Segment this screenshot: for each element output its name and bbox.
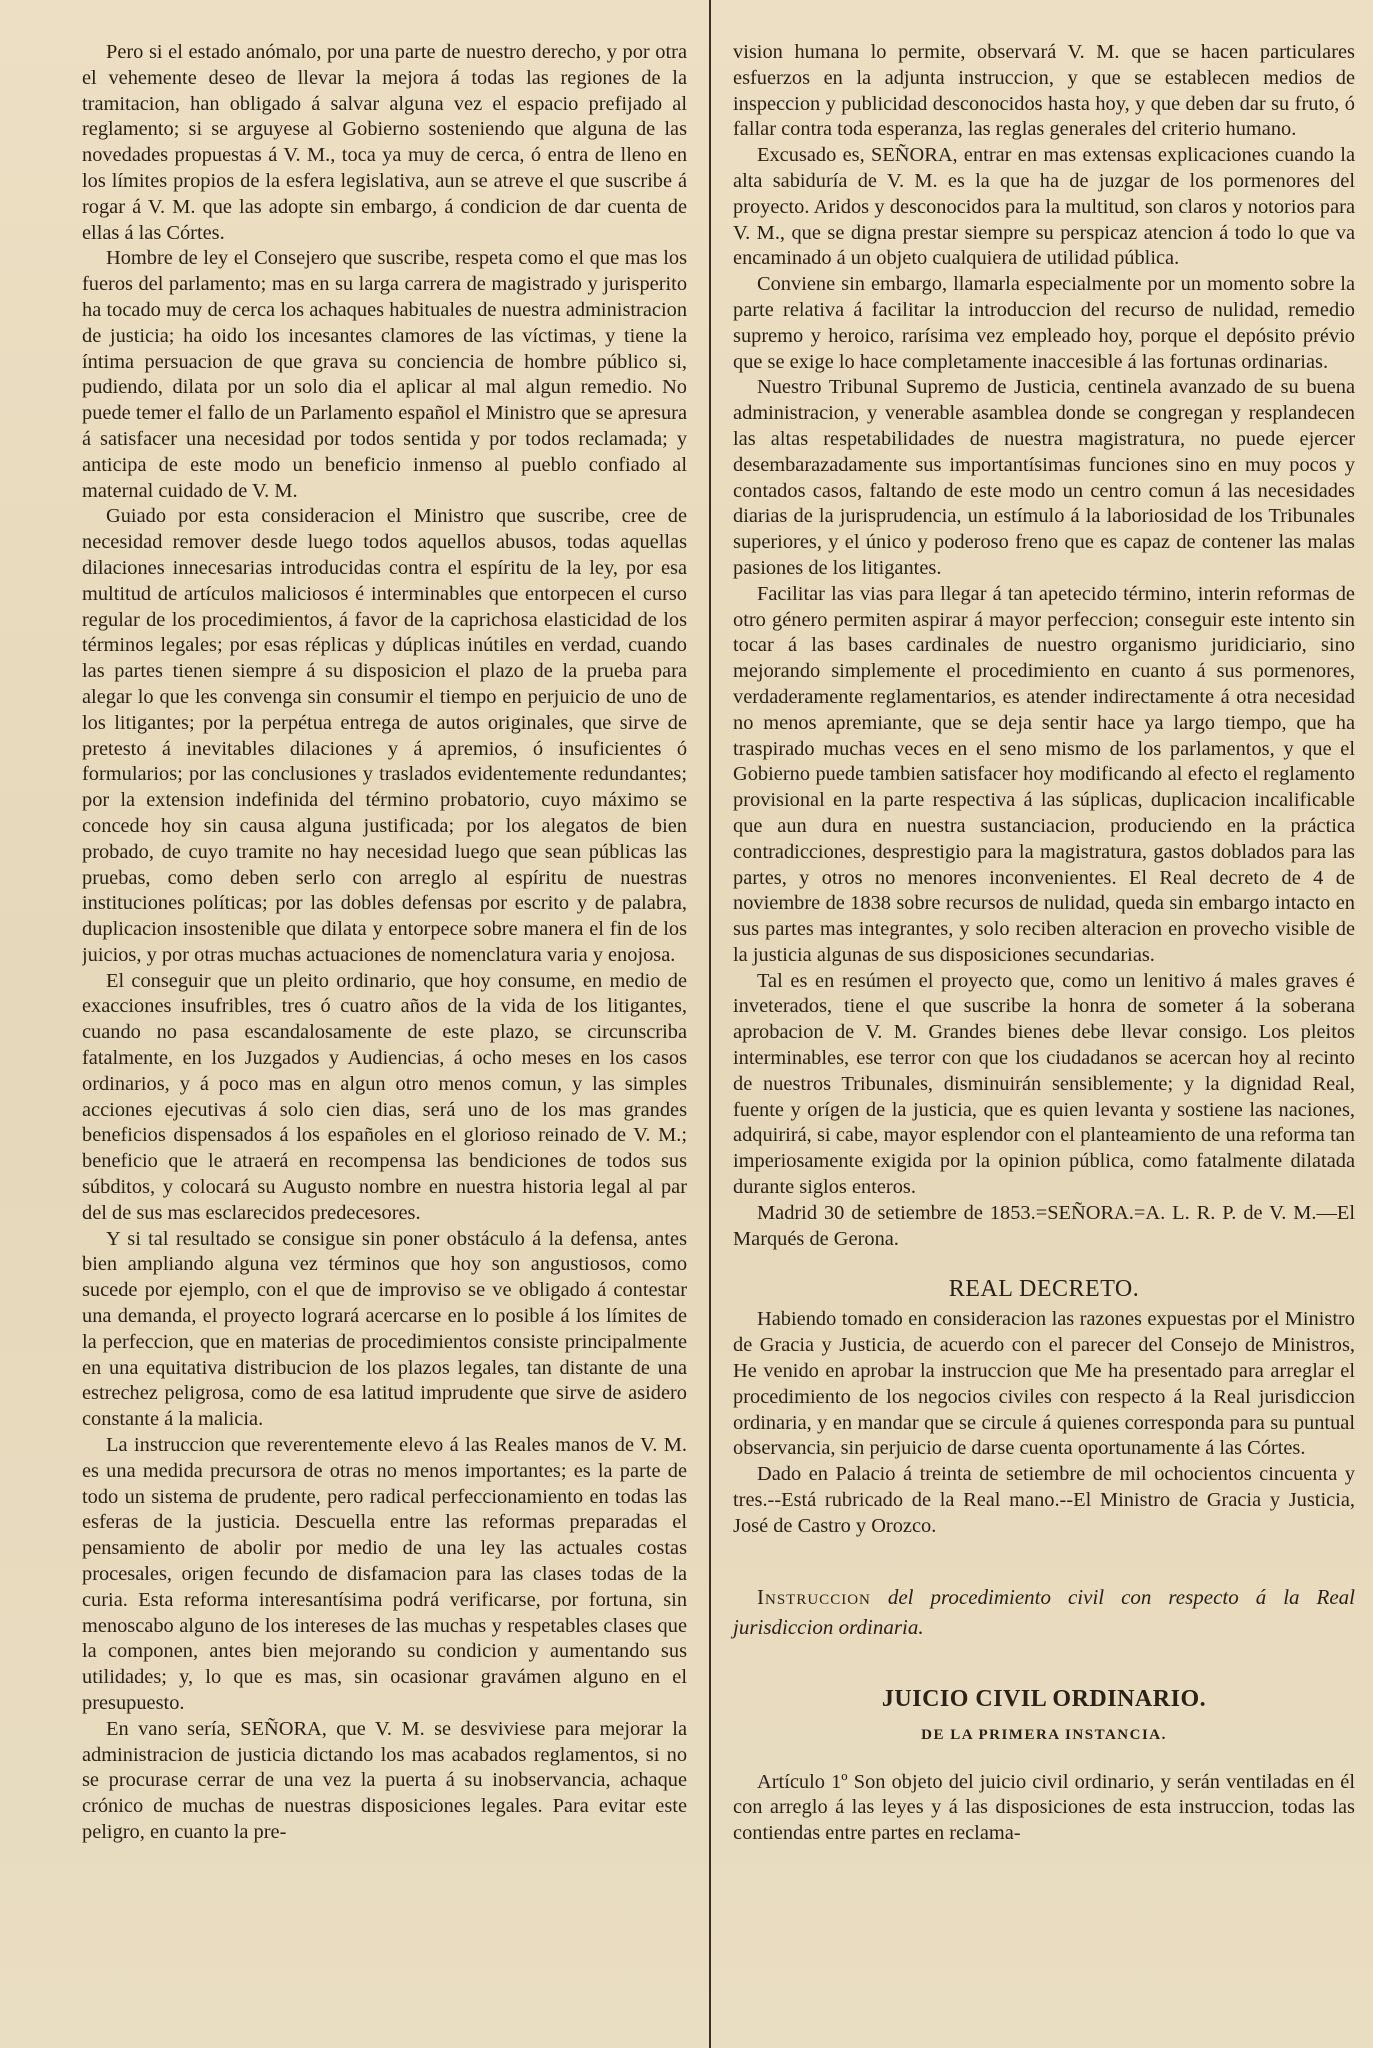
- paragraph-right-1: Excusado es, SEÑORA, entrar en mas extensas explicaciones cuando la alta sabiduría de V. M. es la que ha de juzgar de los pormenores del proyecto. Aridos y desconocidos para la multitud, son claros y notorios para V. M., que se digna prestar siempre su perspicaz atencion á todo lo que va encaminado á un objeto cualquiera de utilidad pública.: [733, 144, 1355, 270]
- juicio-heading: JUICIO CIVIL ORDINARIO.: [881, 1685, 1207, 1712]
- real-decreto-heading: REAL DECRETO.: [948, 1276, 1140, 1303]
- paragraph-right-2: Conviene sin embargo, llamarla especialmente por un momento sobre la parte relativa á facilitar la introduccion del recurso de nulidad, remedio supremo y heroico, rarísima vez empleado hoy, porque el depósito prévio que se exige lo hace completamente inaccesible á las fortunas ordinarias.: [733, 273, 1355, 373]
- signature-line: Madrid 30 de setiembre de 1853.=SEÑORA.=A. L. R. P. de V. M.—El Marqués de Gerona.: [733, 1201, 1355, 1250]
- paragraph-left-7: En vano sería, SEÑORA, que V. M. se desviviese para mejorar la administracion de justicia dictando los mas acabados reglamentos, si no se procurase cerrar de una vez la puerta á su inobservancia, achaque crónico de muchas de nuestras disposiciones legales. Para evitar este peligro, en cuanto la pre-: [82, 1717, 688, 1843]
- decreto-paragraph-1: Habiendo tomado en consideracion las razones expuestas por el Ministro de Gracia y Justicia, de acuerdo con el parecer del Consejo de Ministros, He venido en aprobar la instruccion que Me ha presentado para arreglar el procedimiento de los negocios civiles con respecto á la Real jurisdiccion ordinaria, y en mandar que se circule á quienes corresponda para su puntual observancia, sin perjuicio de darse cuenta oportunamente á las Córtes.: [733, 1308, 1355, 1460]
- primera-instancia-subheading: DE LA PRIMERA INSTANCIA.: [921, 1726, 1167, 1743]
- article-1: Artículo 1º Son objeto del juicio civil ordinario, y serán ventiladas en él con arreglo á las leyes y á las disposiciones de esta instruccion, todas las contiendas entre partes en reclama-: [733, 1770, 1355, 1845]
- instruccion-rest: del procedimiento civil con respecto á la Real jurisdiccion ordinaria.: [733, 1584, 1355, 1639]
- paragraph-right-4: Facilitar las vias para llegar á tan apetecido término, interin reformas de otro género permiten aspirar á mayor perfeccion; conseguir este intento sin tocar á las bases cardinales de nuestro organismo juridiciario, sino mejorando simplemente el procedimiento en cuanto á sus pormenores, verdaderamente reglamentarios, es atender indirectamente á otra necesidad no menos apremiante, que se deja sentir hace ya largo tiempo, que ha traspirado muchas veces en el seno mismo de los parlamentos, y que el Gobierno puede tambien satisfacer hoy modificando al efecto el reglamento provisional en la parte respectiva á las súplicas, duplicacion incalificable que aun dura en nuestra sustanciacion, produciendo en la práctica contradicciones, desprestigio para la magistratura, gastos doblados para las partes, y otros no menores inconvenientes. El Real decreto de 4 de noviembre de 1838 sobre recursos de nulidad, queda sin embargo intacto en sus partes mas integrantes, y solo reciben alteracion en provecho visible de la justicia algunas de sus disposiciones secundarias.: [733, 582, 1355, 966]
- decreto-paragraph-2: Dado en Palacio á treinta de setiembre de mil ochocientos cincuenta y tres.--Está rubricado de la Real mano.--El Ministro de Gracia y Justicia, José de Castro y Orozco.: [733, 1463, 1355, 1537]
- paragraph-right-3: Nuestro Tribunal Supremo de Justicia, centinela avanzado de su buena administracion, y venerable asamblea donde se congregan y resplandecen las altas respetabilidades de nuestra magistratura, no puede ejercer desembarazadamente sus importantísimas funciones sino en muy pocos y contados casos, faltando de este modo un centro comun á las necesidades diarias de la jurisprudencia, un estímulo á la laboriosidad de los Tribunales superiores, y el único y poderoso freno que es capaz de contener las malas pasiones de los litigantes.: [733, 376, 1355, 579]
- paragraph-left-3: Guiado por esta consideracion el Ministro que suscribe, cree de necesidad remover desde luego todos aquellos abusos, todas aquellas dilaciones innecesarias introducidas contra el espíritu de la ley, por esa multitud de artículos maliciosos é interminables que entorpecen el curso regular de los procedimientos, á favor de la caprichosa elasticidad de los términos legales; por esas réplicas y dúplicas inútiles en verdad, cuando las partes tienen siempre á su disposicion el plazo de la prueba para alegar lo que les convenga sin consumir el tiempo en perjuicio de uno de los litigantes; por la perpétua entrega de autos originales, que sirve de pretesto á inevitables dilaciones y á apremios, ó insuficientes ó formularios; por las conclusiones y traslados evidentemente redundantes; por la extension indefinida del término probatorio, cuyo máximo se concede hoy sin causa alguna justificada; por los alegatos de bien probado, de cuyo tramite no hay necesidad luego que sean públicas las pruebas, como deben serlo con arreglo al espíritu de nuestras instituciones políticas; por las dobles defensas por escrito y de palabra, duplicacion insostenible que dilata y entorpece sobre manera el fin de los juicios, y por otras muchas actuaciones de nomenclatura varia y enojosa.: [82, 505, 688, 966]
- paragraph-left-1: Pero si el estado anómalo, por una parte de nuestro derecho, y por otra el vehemente deseo de llevar la mejora á todas las regiones de la tramitacion, han obligado á salvar alguna vez el espacio prefijado al reglamento; si se arguyese al Gobierno sosteniendo que alguna de las novedades propuestas á V. M., toca ya muy de cerca, ó entra de lleno en los límites propios de la esfera legislativa, aun se atreve el que suscribe á rogar á V. M. que las adopte sin embargo, á condicion de dar cuenta de ellas á las Córtes.: [82, 41, 688, 244]
- paragraph-left-4: El conseguir que un pleito ordinario, que hoy consume, en medio de exacciones insufribles, tres ó cuatro años de la vida de los litigantes, cuando no pasa escandalosamente de este plazo, se circunscriba fatalmente, en los Juzgados y Audiencias, á ocho meses en los casos ordinarios, y á poco mas en algun otro menos comun, y las simples acciones ejecutivas á solo cien dias, será uno de los mas grandes beneficios dispensados á los españoles en el glorioso reinado de V. M.; beneficio que le atraerá en recompensa las bendiciones de todos sus súbditos, y colocará su Augusto nombre en nuestra historia legal al par del de sus mas esclarecidos predecesores.: [82, 969, 688, 1224]
- paragraph-left-6: La instruccion que reverentemente elevo á las Reales manos de V. M. es una medida precursora de otras no menos importantes; es la parte de todo un sistema de prudente, pero radical perfeccionamiento en todas las esferas de la justicia. Descuella entre las reformas preparadas el pensamiento de abolir por medio de una ley las actuales costas procesales, origen fecundo de disfamacion para las clases todas de la curia. Esta reforma interesantísima podrá verificarse, por fortuna, sin menoscabo alguno de los intereses de las muchas y respetables clases que la componen, antes bien mejorando su condicion y aumentando sus utilidades; y, lo que es mas, sin ocasionar gravámen alguno en el presupuesto.: [82, 1434, 688, 1714]
- instruccion-lead: Instruccion: [757, 1584, 871, 1609]
- paragraph-right-5: Tal es en resúmen el proyecto que, como un lenitivo á males graves é inveterados, tiene el que suscribe la honra de someter á la soberana aprobacion de V. M. Grandes bienes debe llevar consigo. Los pleitos interminables, ese terror con que los ciudadanos se acercan hoy al recinto de nuestros Tribunales, disminuirán sensiblemente; y la dignidad Real, fuente y orígen de la justicia, que es quien levanta y sostiene las naciones, adquirirá, si cabe, mayor esplendor con el planteamiento de una reforma tan imperiosamente exigida por la opinion pública, como fatalmente dilatada durante siglos enteros.: [733, 969, 1355, 1199]
- paragraph-right-continuation: vision humana lo permite, observará V. M. que se hacen particulares esfuerzos en la adjunta instruccion, y que se establecen medios de inspeccion y publicidad desconocidos hasta hoy, y que deben dar su fruto, ó fallar contra toda esperanza, las reglas generales del criterio humano.: [733, 41, 1355, 141]
- right-column: [711, 40, 1355, 2048]
- paragraph-left-2: Hombre de ley el Consejero que suscribe, respeta como el que mas los fueros del parlamento; mas en su larga carrera de magistrado y jurisperito ha tocado muy de cerca los achaques habituales de nuestra administracion de justicia; ha oido los incesantes clamores de las víctimas, y tiene la íntima persuacion de que grava su conciencia de hombre público si, pudiendo, dilata por un solo dia el aplicar al mal algun remedio. No puede temer el fallo de un Parlamento español el Ministro que se apresura á satisfacer una necesidad por todos sentida y por todos reclamada; y anticipa de este modo un beneficio inmenso al pueblo confiado al maternal cuidado de V. M.: [82, 247, 688, 502]
- paragraph-left-5: Y si tal resultado se consigue sin poner obstáculo á la defensa, antes bien ampliando alguna vez términos que hoy son angustiosos, como sucede por ejemplo, con el que de improviso se ve obligado á contestar una demanda, el proyecto logrará acercarse en lo posible á los límites de la perfeccion, que en materias de procedimientos consiste principalmente en una equitativa distribucion de los plazos legales, tan distante de una estrechez peligrosa, como de esa latitud imprudente que sirve de asidero constante á la malicia.: [82, 1227, 688, 1431]
- left-column: [82, 40, 709, 2048]
- instruccion-title: [733, 1582, 1355, 1642]
